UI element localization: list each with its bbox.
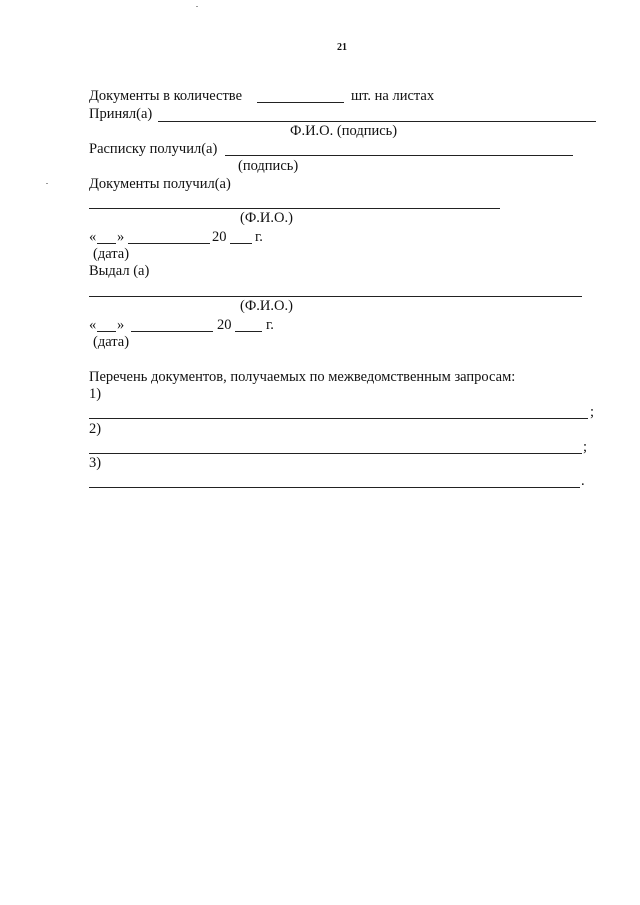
date-caption-2: (дата) [93, 334, 130, 350]
scan-artifact [46, 183, 48, 184]
date-year-field-2[interactable] [235, 331, 262, 332]
list-item-field[interactable] [89, 453, 582, 454]
date-year-suffix-1: г. [255, 229, 263, 245]
accepted-field[interactable] [158, 121, 596, 122]
date-year-prefix-2: 20 [217, 317, 232, 333]
list-item-number: 3) [89, 455, 102, 471]
date-caption-1: (дата) [93, 246, 130, 262]
date-quote-close-2: » [117, 317, 125, 333]
date-day-field-1[interactable] [97, 243, 116, 244]
receipt-received-field[interactable] [225, 155, 573, 156]
date-year-field-1[interactable] [230, 243, 252, 244]
docs-received-label: Документы получил(а) [89, 176, 231, 192]
date-quote-close-1: » [117, 229, 125, 245]
scan-artifact [196, 6, 198, 7]
accepted-label: Принял(а) [89, 106, 153, 122]
list-item-end: ; [590, 404, 595, 420]
fio-signature-caption: Ф.И.О. (подпись) [290, 123, 398, 139]
date-month-field-1[interactable] [128, 243, 210, 244]
date-quote-open-2: « [89, 317, 97, 333]
docs-count-suffix: шт. на листах [351, 88, 435, 104]
page-number: 21 [337, 42, 347, 53]
docs-count-field[interactable] [257, 102, 344, 103]
issued-field[interactable] [89, 296, 582, 297]
list-item-field[interactable] [89, 418, 588, 419]
date-day-field-2[interactable] [97, 331, 116, 332]
date-month-field-2[interactable] [131, 331, 213, 332]
date-quote-open-1: « [89, 229, 97, 245]
issued-label: Выдал (а) [89, 263, 150, 279]
interagency-heading: Перечень документов, получаемых по межведомственным запросам: [89, 369, 516, 385]
list-item-end: . [581, 473, 585, 489]
list-item-number: 1) [89, 386, 102, 402]
list-item-end: ; [583, 439, 588, 455]
date-year-suffix-2: г. [266, 317, 274, 333]
list-item-field[interactable] [89, 487, 580, 488]
receipt-received-label: Расписку получил(а) [89, 141, 218, 157]
docs-count-prefix: Документы в количестве [89, 88, 243, 104]
signature-caption: (подпись) [238, 158, 299, 174]
date-year-prefix-1: 20 [212, 229, 227, 245]
fio-caption-1: (Ф.И.О.) [240, 210, 293, 226]
docs-received-field[interactable] [89, 208, 500, 209]
fio-caption-2: (Ф.И.О.) [240, 298, 293, 314]
list-item-number: 2) [89, 421, 102, 437]
